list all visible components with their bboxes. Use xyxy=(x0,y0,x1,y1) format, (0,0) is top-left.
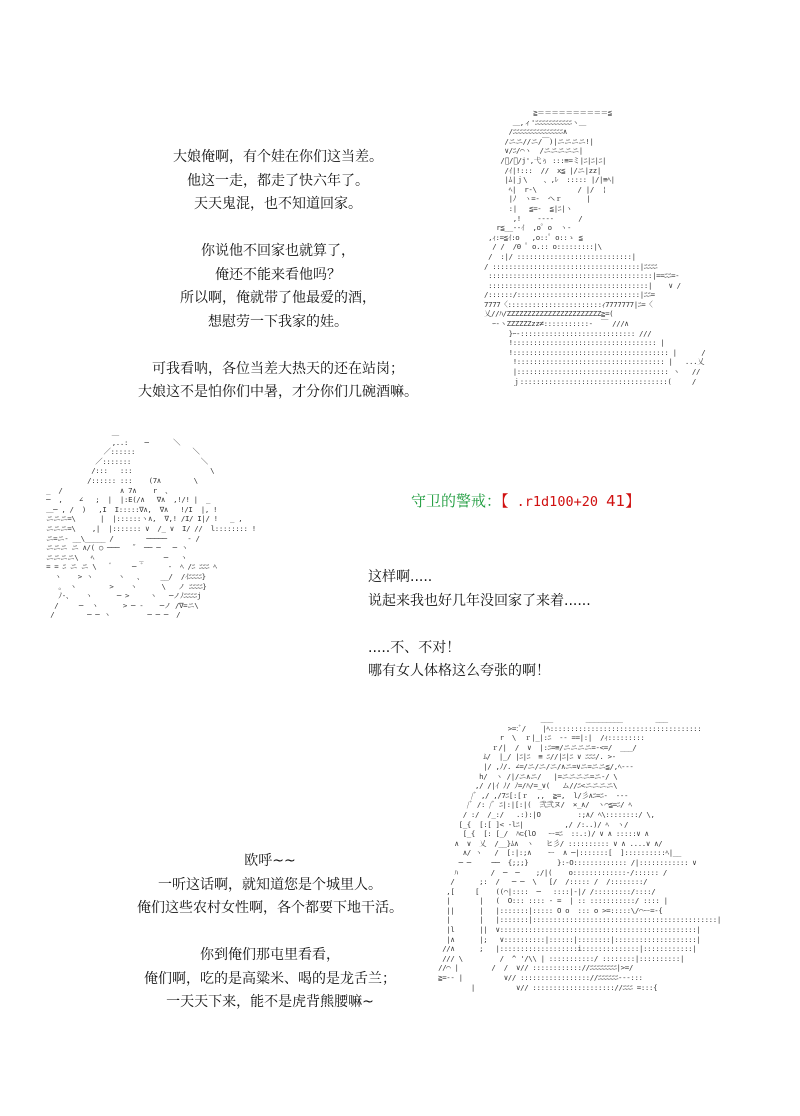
text-line: 俺还不能来看他吗？ xyxy=(215,266,341,283)
text-line: 所以啊，俺就带了他最爱的酒， xyxy=(180,290,376,306)
text-line: .....不、不对！ xyxy=(368,639,461,656)
dialogue-guard-reply xyxy=(368,566,668,684)
text-line: 他这一走，都走了快六年了。 xyxy=(187,172,369,189)
text-line: 俺们啊，吃的是高粱米、喝的是龙舌兰； xyxy=(144,970,396,987)
text-line: 你到俺们那屯里看看， xyxy=(200,947,340,963)
text-line: 可我看呐，各位当差大热天的还在站岗； xyxy=(152,360,404,377)
roll-expression: .r1d100+20 xyxy=(508,494,607,510)
text-line xyxy=(128,334,428,358)
ascii-art-mother-flex: ___ _________ ___ >=:ﾞ/ |ﾍ::::::::::::::::::::::::::::::::::::: r \ ｒ|_|:ﾆ -- ==|:| /ｨ::::::::: ｒ/| / ∨ |:ﾆ=≡/ニニニニ=-<=/ ___/ ﾑ/ |_/ |ﾆ|ﾆ ≡ ﾆ//|ﾆ|ﾆ ∨ ﾆﾆﾆ/. >- |/ ,ﾉ/. ∠=/ニ/ニ/ニ/∧ニ=∨ニ=ニニ≦/,ﾍ--- h/ ヽ /|/ニ∧ニ/ |=ニニニニ=ニ-/ \ ,/ /|ｲ ﾉ/ ﾉ=/ﾊ/=_∨( ム//ﾆ<ニニニニ\ /ﾞ ,/ ,/7ﾆ[:[ｒ ,, ≧=, l/彡∧ﾆ=ﾆ- --- /ﾞ /: /ﾞ ﾆ|:|[:|( 弐弐ヌ/ ×_∧/ ヽ⌒≦=ﾆ/ ﾍ / :/ /_:/ .:):|O :;∧/ ﾍ\::::::::/ \, [_{ [:[ ]< -lﾆ| ,/ /:..)/ ﾍ ヽ/ [_{ [: [_/ ﾊ⊂{lO ー=ﾆ ::.:)/ ∨ ∧ :::::∨ ∧ ∧ ∨ 乂 /__}ﾑ∧ ヽ ヒ彡/ :::::::::: ∨ ∧ ....∨ ∧/ ∧/ ヽ / [:|:;∧ ー ∧ ─|:::::::[ ]::::::::::ﾍ|__ ─ ─ ── {;;;} }:-O::::::::::::: /|:::::::::::: ∨ ﾊ / ─ ─ ;/|( o:::::::::::::-/:::::: / / ;: / ─ ─ \ [/ /::::: / /::::::::/ ,[ [ ((⌒|:::: ─ ::::|-|/ /:::::::::/::::/ | | ( O::: :::: - = | :: :::::::::::/ :::: | || | |:::::::|::::: O o ::: o >=:::::\/⌒ー=-{ | | |:::::::|:::::::::::::::::::::::::::::::::::::::::::::| |l || ∨::::::::::::::::::::::::::::::::::::::::::::::::| |∧ |; ∨::::::::::|::::::|::::::::|::::::::::::::::::::| //∧ ; |:::::::::::::::::::i::::::::::::::|::::::::::::| /// \ / ^ '/\\ | :::::::::::/ ::::::::|::::::::::| //⌒ | / / ∨// :::::::::::://ﾆﾆﾆﾆﾆﾆﾆﾆ|>=/ ≧=-- | ∨// ::::::::::::::::://ﾆﾆﾆﾆﾆﾆ---::: | ∨// :::::::::::::::::::://ﾆﾆﾆ =:::{ xyxy=(438,714,721,992)
text-line: 欧呼~~ xyxy=(244,853,296,869)
dialogue-mother-response xyxy=(110,850,430,1015)
text-line xyxy=(110,921,430,945)
text-line: 大娘这不是怕你们中暑，才分你们几碗酒嘛。 xyxy=(138,384,418,400)
roll-result: 41 xyxy=(606,492,626,510)
ascii-art-guard: ＿ ,..: ─ ＼ ／:::::: ＼ ／::::::: ＼ /::: ::: \ /:::::: ::: (7∧ \ _ / ∧ 7∧ r 、 ─ , ∠ ; | |:E(/∧ ∇∧ ,!/! | _ ＿─ , / ) ,I I:::::∇∧, ∇∧ !/I |, ! ニニニ=\ | |::::::ヽ∧, ∇,! /I/ I|/ ! _ , ニニニ=\ ,| |::::::: ∨ /_ ∨ I/ // l:::::::: ! ニ=ニ- __\_____ / ───── ‐ / ニニニ ニ ∧/( ○ ─── ˝ ── ─ ─ ヽ ニニニニ\ ﾍ _ ─ ヽ = = ﾆ ニ ニ \ ゛ ─ ゛ ‐ ﾍ /ﾆ ﾆﾆﾆ ﾍ ヽ > ヽ ヽ 、 __/ /ｲﾆﾆﾆﾆ} 。 ヽ > ヽ \ ノ ﾆﾆﾆﾆ} ﾉ-、 ヽ ─ > ヽ ─ノﾉﾆﾆﾆﾆj / ─ ヽ > ─ - ─ノ /∇=ニ\ / ─ ─ ヽ ─ ─ ─ / xyxy=(46,428,256,620)
text-line: 说起来我也好几年没回家了来着...... xyxy=(368,592,591,609)
text-line xyxy=(368,613,668,637)
text-line: 一天天下来，能不是虎背熊腰嘛~ xyxy=(166,994,374,1010)
dice-roll-line xyxy=(411,490,640,511)
roll-label: 守卫的警戒 xyxy=(411,492,487,510)
text-line: 大娘俺啊，有个娃在你们这当差。 xyxy=(173,149,383,165)
text-line: 这样啊..... xyxy=(368,569,433,585)
text-line xyxy=(128,217,428,241)
text-line: 天天鬼混，也不知道回家。 xyxy=(194,196,362,212)
text-line: 俺们这些农村女性啊，各个都要下地干活。 xyxy=(137,900,403,916)
roll-separator: ： xyxy=(486,492,502,510)
dialogue-mother-intro xyxy=(128,146,428,405)
roll-bracket-close: 】 xyxy=(625,492,641,510)
text-line: 你说他不回家也就算了， xyxy=(201,243,355,259)
text-line: 哪有女人体格这么夸张的啊！ xyxy=(368,663,550,679)
text-line: 想慰劳一下我家的娃。 xyxy=(208,313,348,330)
ascii-art-mother: ≧＝＝＝＝＝＝＝＝＝＝≦ ＿,ィ'ﾆﾆﾆﾆﾆﾆﾆﾆﾆﾆﾆヽ＿ /ﾆﾆﾆﾆﾆﾆﾆﾆﾆﾆﾆﾆﾆﾆﾆ∧ /ニニ//ニ/￣)|ニニニニ!| ∨/ﾆ/⌒ヽ /ニニニニニ| /ﾞ/ﾞ/j',弋ぅ :::≡=ミ|ﾆ|ﾆ|ﾆ| /ｲ|!::: // x≦ |/ニ|zz| |ﾑ|ｊ\ 、,ﾚ ::::: |/|≡ﾍ| ﾍ| r-\ / |/ ¦ |ﾉ ヽ=- ヘｒ | :| ≦=- ≦|ﾆ|ヽ ,! ---- / r≦__--ｲ ,o゜o ヽ- ,ｨ:=≦ｲ:o ,o::゜o::ゝ ≦ / / /0 ゜o.:: o:::::::::|\ / :|/ ::::::::::::::::::::::::::::| / ::::::::::::::::::::::::::::::::::::|ﾆﾆﾆﾆ ::::::::::::::::::::::::::::::::::::::::|==ﾆﾆ=- :::::::::::::::::::::::::::::::::::::::| ∨ / /::::::/::::::::::::::::::::::::::::::|ﾆﾆ= 7777〈:::::::::::::::::::::::ｨ7777777|ﾆ=〈 乂//ﾊ/ZZZZZZZZZZZZZZZZZZZZZZZ≧=( ｰ-ヽZZZZZZzz≠:::::::::::- ￣ ///∧ }ｰ-:::::::::::::::::::::::::::: /// !::::::::::::::::::::::::::::::::::: | !:::::::::::::::::::::::::::::::::::::: | / !:::::::::::::::::::::::::::::::::::: | ...乂 |::::::::::::::::::::::::::::::::::::: ヽ // ｊ::::::::::::::::::::::::::::::::::::( / xyxy=(484,108,706,386)
text-line: 一听这话啊，就知道您是个城里人。 xyxy=(158,876,382,893)
roll-bracket-open: 【 xyxy=(501,492,509,510)
